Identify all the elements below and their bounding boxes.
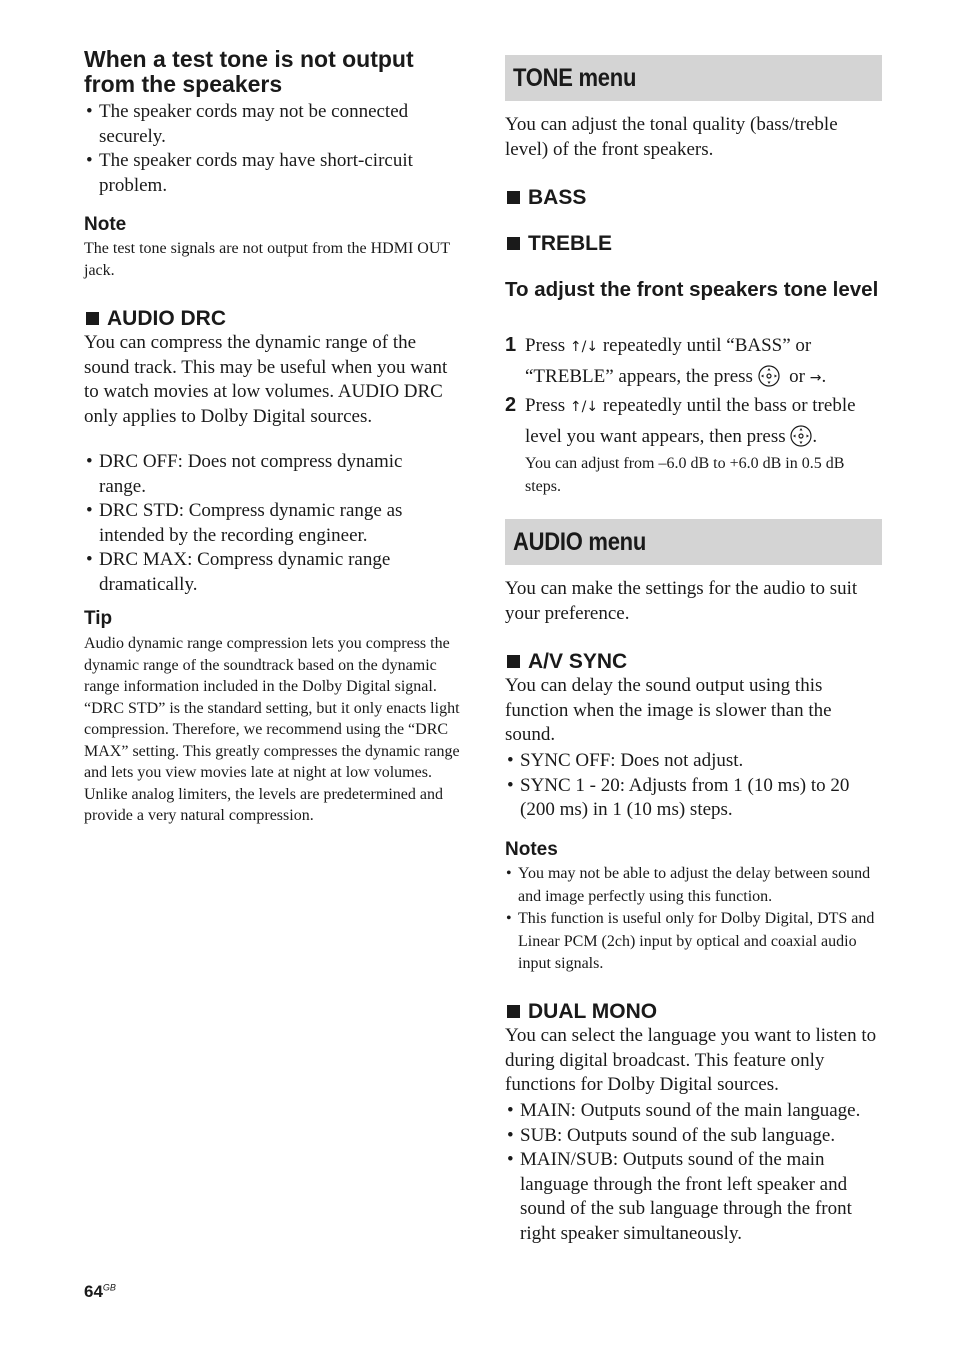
enter-button-icon (758, 365, 780, 387)
step-2-text (525, 391, 885, 452)
tip-text: Audio dynamic range compression lets you compress the dynamic range of the soundtrack based on the dynamic range information included in the Dolby Digital signal. “DRC STD” is the standard setting, but it only enacts light compression. Therefore, we recommend using the “DRC MAX” setting. This greatly compresses the dynamic range and lets you view movies late at night at low volumes. Unlike analog limiters, the levels are predetermined and provide a very natural compression. (84, 635, 460, 824)
audio-drc-body: You can compress the dynamic range of the sound track. This may be useful when you want to watch movies at low volumes. AUDIO DRC only applies to Dolby Digital sources. (84, 332, 448, 427)
list-item: • DRC MAX: Compress dynamic range dramatically. (84, 548, 444, 597)
step-text: . (812, 426, 818, 447)
step-text: repeatedly until the bass or treble level you want appears, then press (525, 395, 856, 447)
tone-menu-title: TONE menu (513, 64, 637, 92)
tip-label: Tip (84, 608, 113, 629)
dual-mono-bullet-list (505, 1099, 885, 1246)
step-text: repeatedly until “BASS” or “TREBLE” appears, the press (525, 335, 812, 387)
up-down-arrow-icon: ↑/↓ (569, 339, 599, 355)
audio-drc-heading (84, 307, 226, 330)
tone-menu-intro: You can adjust the tonal quality (bass/treble level) of the front speakers. (505, 114, 838, 160)
audio-menu-banner (505, 519, 882, 565)
step-2 (505, 392, 885, 452)
square-bullet-icon (507, 191, 520, 204)
section-heading-test-tone: When a test tone is not output from the speakers (84, 46, 414, 97)
up-down-arrow-icon: ↑/↓ (569, 399, 599, 415)
list-item: • MAIN/SUB: Outputs sound of the main language through the front left speaker and sound of the sub language through the front right speaker simultaneously. (505, 1148, 885, 1246)
av-sync-body: You can delay the sound output using this function when the image is slower than the sound. (505, 675, 832, 745)
list-item: • The speaker cords may not be connected securely. (84, 100, 454, 149)
note-label: Note (84, 214, 127, 235)
notes-list (505, 863, 883, 976)
av-sync-bullet-list (505, 749, 867, 823)
notes-label: Notes (505, 839, 558, 860)
square-bullet-icon (507, 655, 520, 668)
tone-menu-banner (505, 55, 882, 101)
procedure-title: To adjust the front speakers tone level (505, 278, 879, 301)
treble-heading (505, 232, 612, 255)
dual-mono-heading (505, 1000, 657, 1023)
page-number (84, 1282, 116, 1302)
treble-title: TREBLE (528, 232, 612, 255)
step-text: . (821, 366, 827, 387)
step-1-text (525, 331, 885, 393)
audio-menu-intro: You can make the settings for the audio to suit your preference. (505, 578, 858, 624)
bass-heading (505, 186, 586, 209)
audio-drc-bullet-list (84, 450, 444, 597)
page-number-suffix: GB (102, 1282, 116, 1293)
step-text: or (789, 366, 805, 387)
list-item: • SUB: Outputs sound of the sub language. (505, 1124, 885, 1149)
step-number: 1 (505, 334, 517, 356)
step-1 (505, 332, 885, 392)
enter-button-icon (790, 425, 812, 447)
step-text: Press (525, 335, 566, 356)
dual-mono-body: You can select the language you want to listen to during digital broadcast. This feature only functions for Dolby Digital sources. (505, 1025, 877, 1095)
list-item: • SYNC OFF: Does not adjust. (505, 749, 867, 774)
test-tone-bullet-list (84, 100, 454, 198)
note-text: The test tone signals are not output from the HDMI OUT jack. (84, 240, 450, 279)
square-bullet-icon (507, 237, 520, 250)
audio-menu-title: AUDIO menu (513, 528, 647, 556)
dual-mono-title: DUAL MONO (528, 1000, 658, 1023)
page-number-value: 64 (84, 1282, 103, 1301)
step-number: 2 (505, 394, 517, 416)
bass-title: BASS (528, 186, 587, 209)
audio-drc-title: AUDIO DRC (107, 307, 226, 330)
list-item: • The speaker cords may have short-circuit problem. (84, 149, 454, 198)
list-item: • SYNC 1 - 20: Adjusts from 1 (10 ms) to 20 (200 ms) in 1 (10 ms) steps. (505, 774, 867, 823)
list-item: • DRC OFF: Does not compress dynamic range. (84, 450, 444, 499)
av-sync-heading (505, 650, 627, 673)
square-bullet-icon (507, 1005, 520, 1018)
step-2-note: You can adjust from –6.0 dB to +6.0 dB in 0.5 dB steps. (525, 455, 845, 495)
right-arrow-icon: → (809, 370, 822, 386)
step-text: Press (525, 395, 566, 416)
list-item: • This function is useful only for Dolby Digital, DTS and Linear PCM (2ch) input by optical and coaxial audio input signals. (505, 908, 883, 976)
av-sync-title: A/V SYNC (528, 650, 628, 673)
list-item: • MAIN: Outputs sound of the main language. (505, 1099, 885, 1124)
square-bullet-icon (86, 312, 99, 325)
list-item: • You may not be able to adjust the delay between sound and image perfectly using this function. (505, 863, 883, 908)
list-item: • DRC STD: Compress dynamic range as intended by the recording engineer. (84, 499, 444, 548)
